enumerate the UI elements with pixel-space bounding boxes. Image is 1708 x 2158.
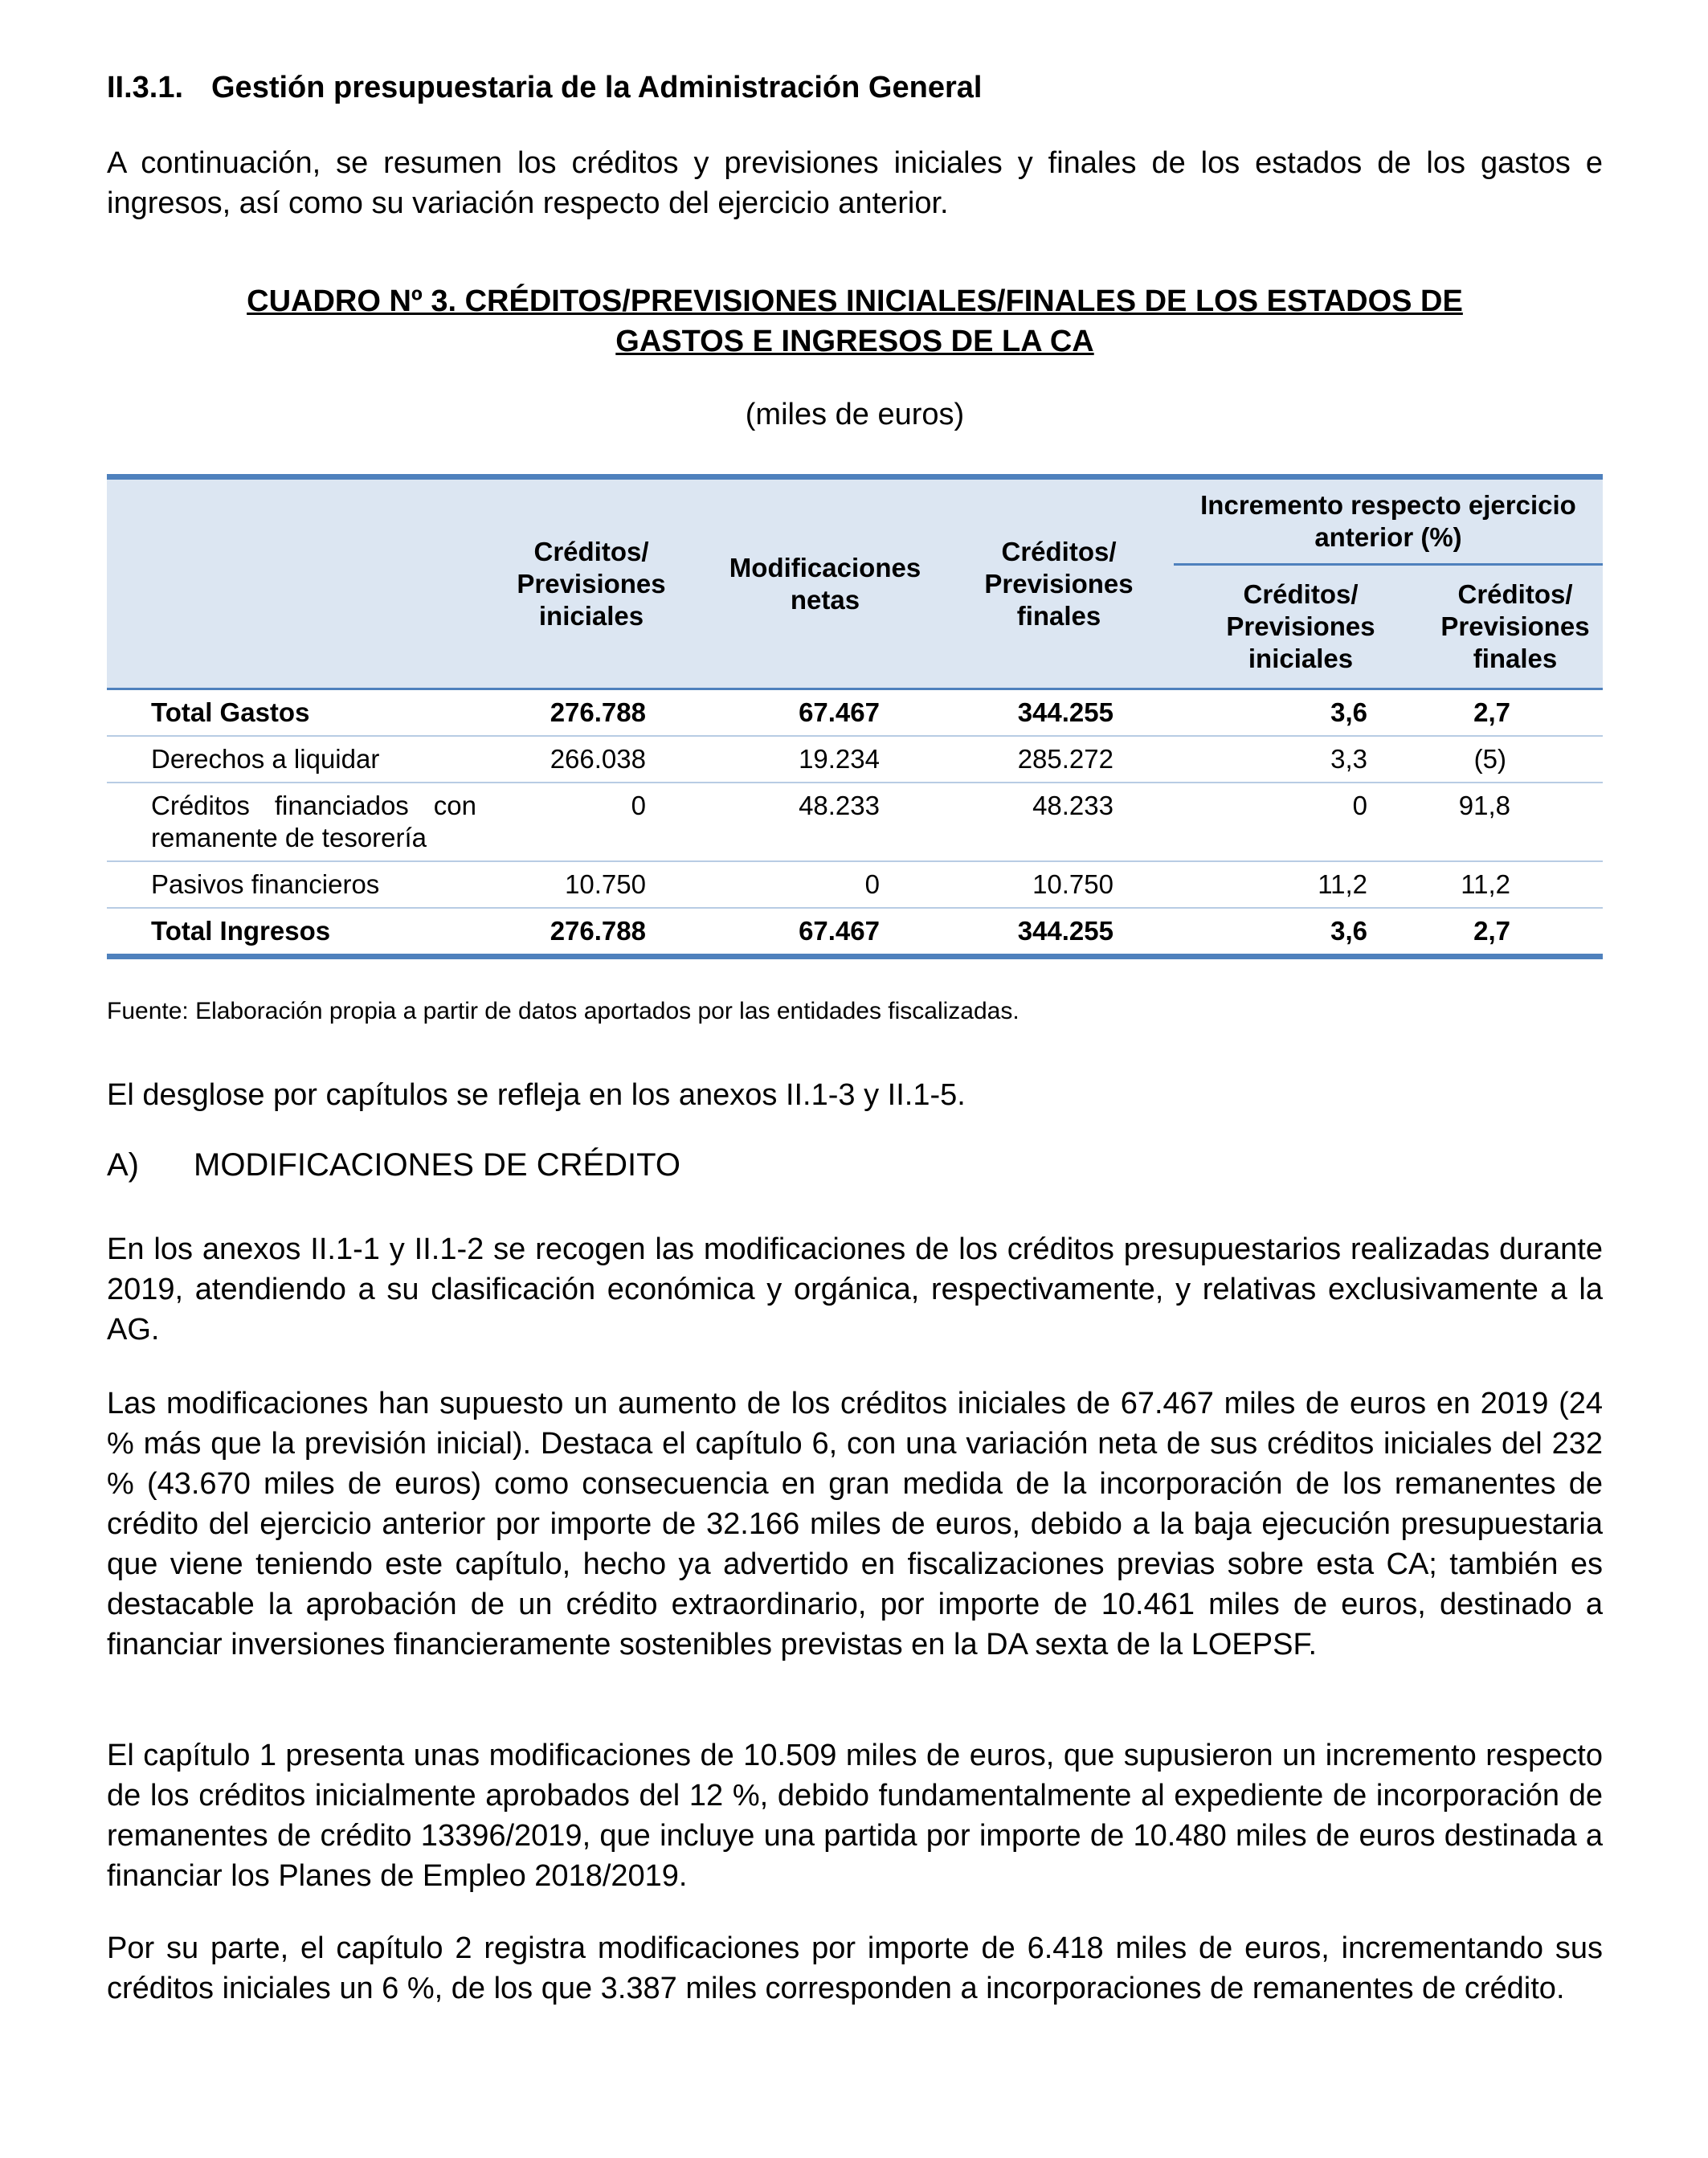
cell-incremento-finales: 91,8: [1428, 783, 1603, 861]
cell-incremento-finales: 11,2: [1428, 861, 1603, 908]
row-label: Créditos financiados con remanente de tesorería: [107, 783, 476, 861]
cell-incremento-iniciales: 0: [1174, 783, 1428, 861]
cell-creditos-finales: 10.750: [944, 861, 1174, 908]
table-header: [107, 477, 1603, 689]
header-incremento-finales: Créditos/ Previsiones finales: [1428, 565, 1603, 689]
cell-creditos-finales: 344.255: [944, 908, 1174, 957]
header-modificaciones-netas: Modificaciones netas: [706, 477, 944, 689]
table-row: [107, 908, 1603, 957]
cell-incremento-iniciales: 3,6: [1174, 908, 1428, 957]
cell-incremento-finales: (5): [1428, 736, 1603, 783]
row-label: Derechos a liquidar: [107, 736, 476, 783]
section-number: II.3.1.: [107, 71, 184, 104]
cell-incremento-iniciales: 11,2: [1174, 861, 1428, 908]
intro-paragraph: A continuación, se resumen los créditos y previsiones iniciales y finales de los estados de los gastos e ingresos, así como su variación respecto del ejercicio anterior.: [107, 146, 1603, 220]
subsection-heading: [107, 1147, 680, 1183]
table-title: [107, 281, 1603, 362]
row-label: Total Ingresos: [107, 908, 476, 957]
table-row: [107, 783, 1603, 861]
table-title-line-1: CUADRO Nº 3. CRÉDITOS/PREVISIONES INICIALES/FINALES DE LOS ESTADOS DE: [247, 284, 1463, 318]
cell-creditos-iniciales: 10.750: [476, 861, 706, 908]
table-units: (miles de euros): [745, 398, 965, 431]
cell-incremento-iniciales: 3,6: [1174, 689, 1428, 737]
cell-modificaciones-netas: 48.233: [706, 783, 944, 861]
cell-incremento-finales: 2,7: [1428, 689, 1603, 737]
cell-creditos-finales: 48.233: [944, 783, 1174, 861]
subsection-title: MODIFICACIONES DE CRÉDITO: [194, 1147, 680, 1183]
cell-creditos-finales: 344.255: [944, 689, 1174, 737]
breakdown-note: El desglose por capítulos se refleja en los anexos II.1-3 y II.1-5.: [107, 1078, 966, 1112]
cell-modificaciones-netas: 67.467: [706, 908, 944, 957]
paragraph-capitulo-2: Por su parte, el capítulo 2 registra modificaciones por importe de 6.418 miles de euros, incrementando sus créditos iniciales un 6 %, de los que 3.387 miles corresponden a incorporaciones de remanentes de crédito.: [107, 1931, 1603, 2005]
header-creditos-iniciales: Créditos/ Previsiones iniciales: [476, 477, 706, 689]
table-title-line-2: GASTOS E INGRESOS DE LA CA: [615, 325, 1094, 358]
cell-incremento-finales: 2,7: [1428, 908, 1603, 957]
cell-creditos-iniciales: 276.788: [476, 908, 706, 957]
header-incremento-group: Incremento respecto ejercicio anterior (%): [1174, 477, 1603, 565]
section-title: Gestión presupuestaria de la Administración General: [211, 71, 983, 104]
cell-creditos-finales: 285.272: [944, 736, 1174, 783]
table-row: [107, 861, 1603, 908]
table-body: [107, 689, 1603, 957]
cell-creditos-iniciales: 276.788: [476, 689, 706, 737]
paragraph-capitulo-1: El capítulo 1 presenta unas modificaciones de 10.509 miles de euros, que supusieron un incremento respecto de los créditos inicialmente aprobados del 12 %, debido fundamentalmente al expediente de incorporación de remanentes de crédito 13396/2019, que incluye una partida por importe de 10.480 miles de euros destinada a financiar los Planes de Empleo 2018/2019.: [107, 1739, 1603, 1893]
cell-incremento-iniciales: 3,3: [1174, 736, 1428, 783]
row-label: Total Gastos: [107, 689, 476, 737]
cell-creditos-iniciales: 266.038: [476, 736, 706, 783]
cell-creditos-iniciales: 0: [476, 783, 706, 861]
cell-modificaciones-netas: 0: [706, 861, 944, 908]
header-empty: [107, 477, 476, 689]
budget-table: [107, 474, 1603, 959]
cell-modificaciones-netas: 19.234: [706, 736, 944, 783]
cell-modificaciones-netas: 67.467: [706, 689, 944, 737]
subsection-letter: A): [107, 1147, 139, 1183]
table-row: [107, 689, 1603, 737]
table-source: Fuente: Elaboración propia a partir de datos aportados por las entidades fiscalizadas.: [107, 998, 1019, 1024]
header-incremento-iniciales: Créditos/ Previsiones iniciales: [1174, 565, 1428, 689]
paragraph-anexos: En los anexos II.1-1 y II.1-2 se recogen las modificaciones de los créditos presupuestarios realizadas durante 2019, atendiendo a su clasificación económica y orgánica, respectivamente, y relativas exclusivamente a la AG.: [107, 1232, 1603, 1347]
row-label: Pasivos financieros: [107, 861, 476, 908]
section-heading: [107, 71, 982, 105]
table-row: [107, 736, 1603, 783]
paragraph-modificaciones: Las modificaciones han supuesto un aumento de los créditos iniciales de 67.467 miles de euros en 2019 (24 % más que la previsión inicial). Destaca el capítulo 6, con una variación neta de sus créditos iniciales del 232 % (43.670 miles de euros) como consecuencia en gran medida de la incorporación de los remanentes de crédito del ejercicio anterior por importe de 32.166 miles de euros, debido a la baja ejecución presupuestaria que viene teniendo este capítulo, hecho ya advertido en fiscalizaciones previas sobre esta CA; también es destacable la aprobación de un crédito extraordinario, por importe de 10.461 miles de euros, destinado a financiar inversiones financieramente sostenibles previstas en la DA sexta de la LOEPSF.: [107, 1387, 1603, 1661]
header-creditos-finales: Créditos/ Previsiones finales: [944, 477, 1174, 689]
